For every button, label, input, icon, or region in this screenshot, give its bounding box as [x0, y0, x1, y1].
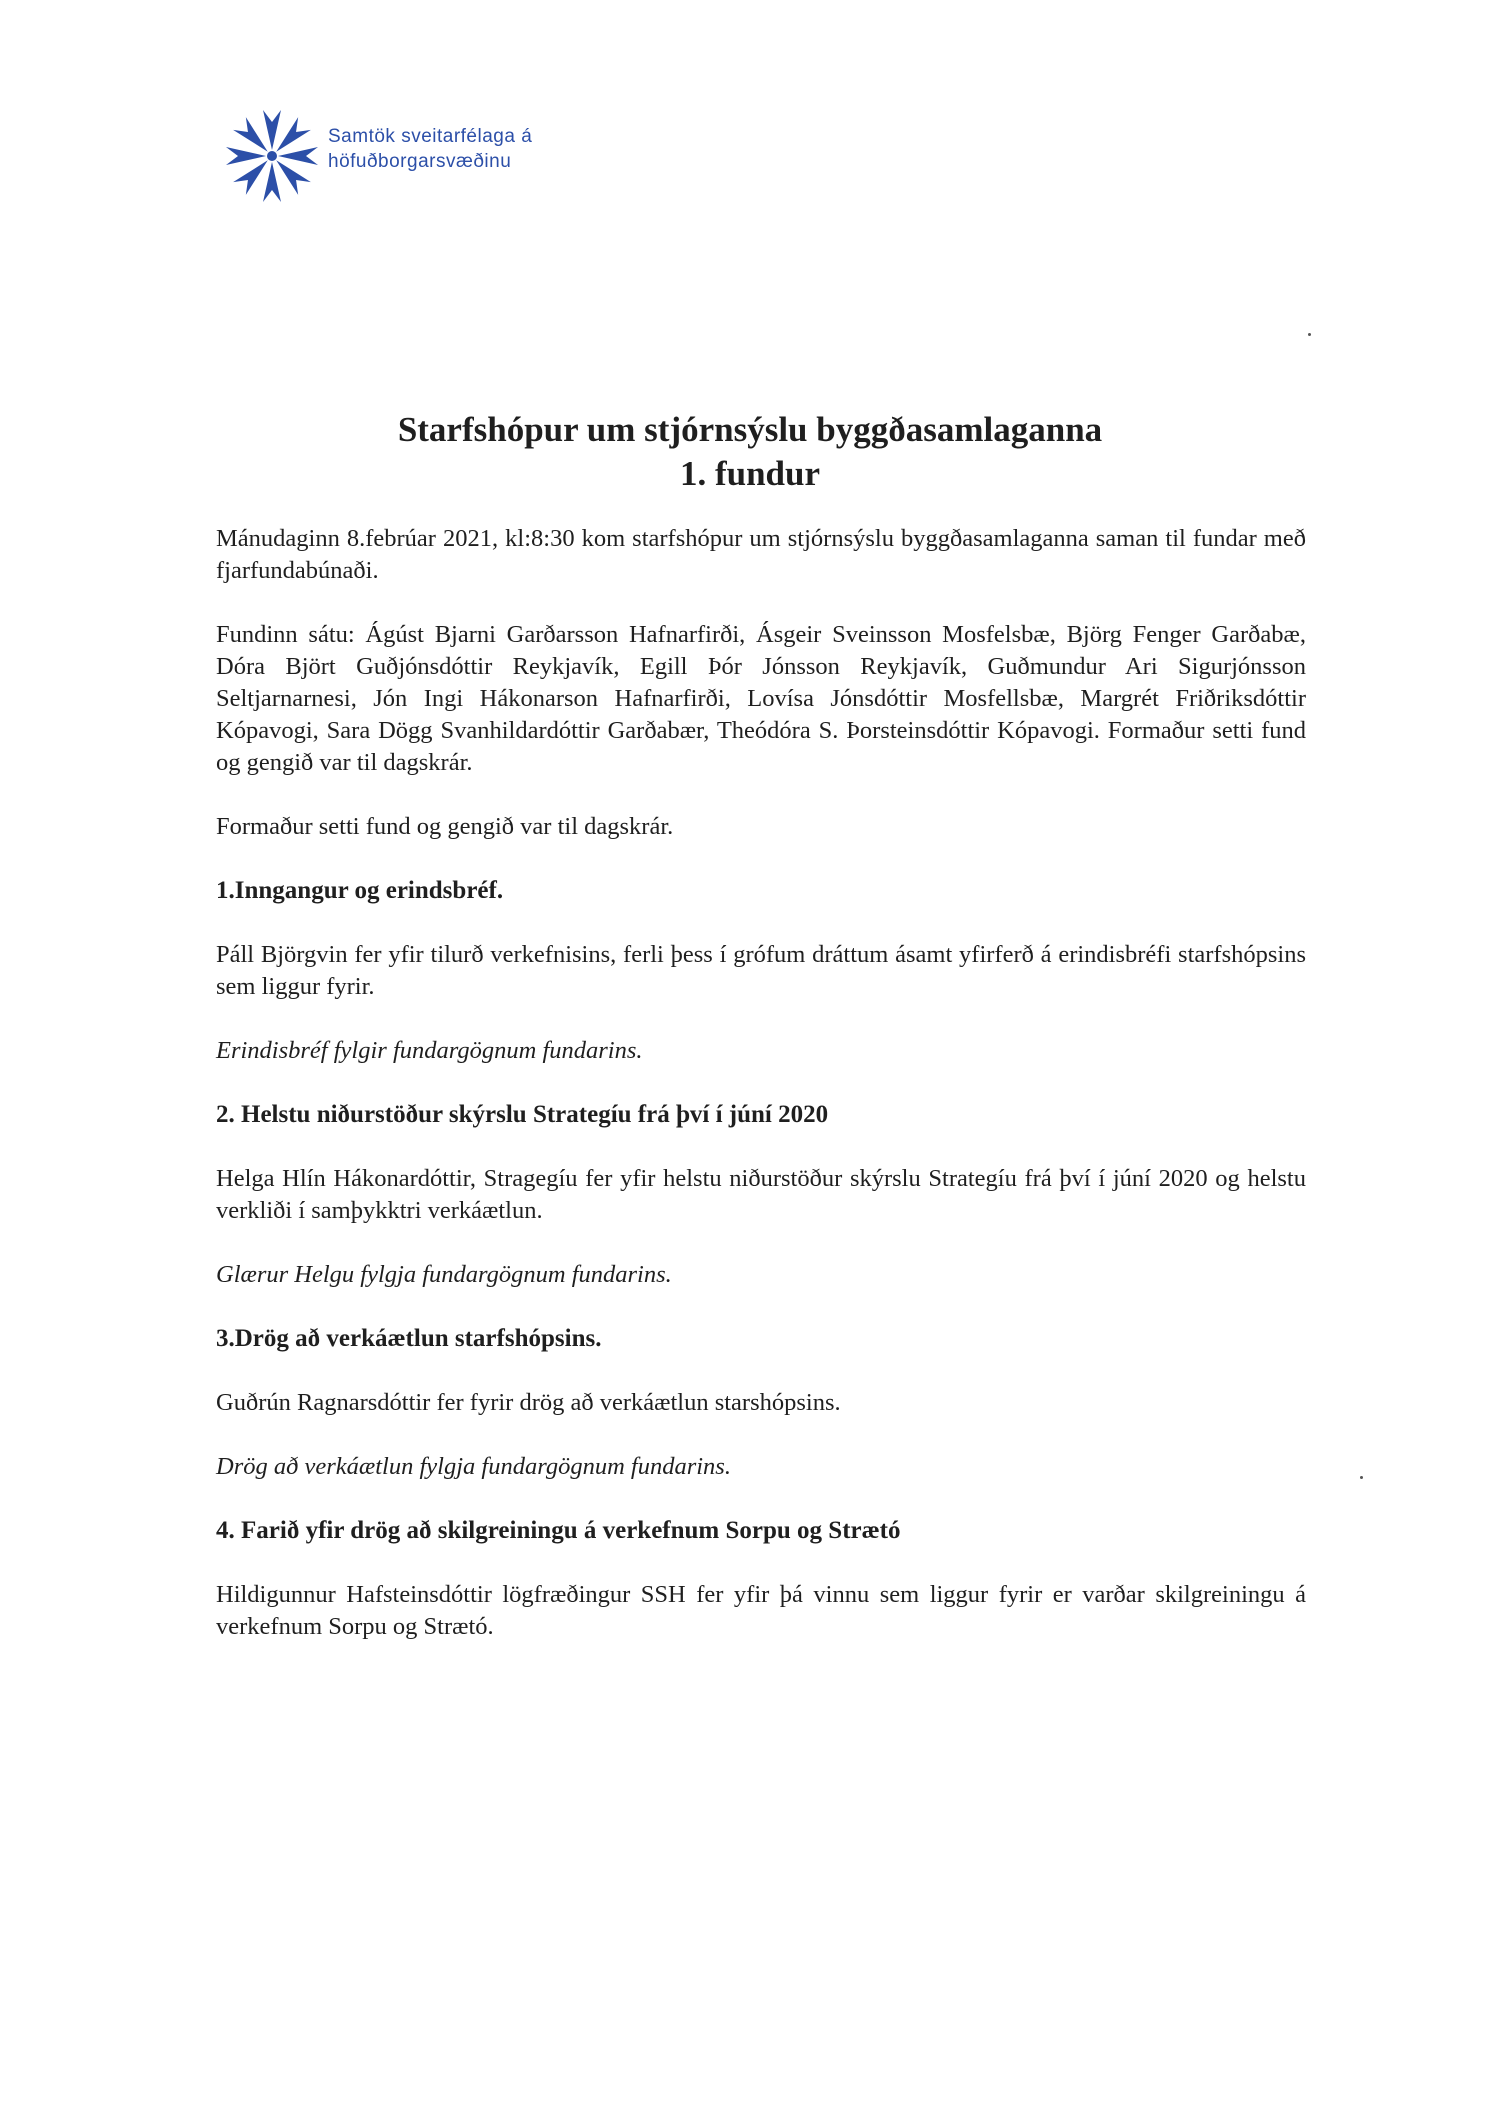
organization-name: [328, 124, 532, 174]
document-title: [0, 408, 1500, 496]
agenda-note-1: Erindisbréf fylgir fundargögnum fundarins.: [216, 1037, 643, 1064]
agenda-note-3: Drög að verkáætlun fylgja fundargögnum fundarins.: [216, 1453, 731, 1480]
minutes-body: [216, 523, 1306, 1675]
scan-speck: [1360, 1476, 1363, 1479]
attendees-paragraph: Fundinn sátu: Ágúst Bjarni Garðarsson Hafnarfirði, Ásgeir Sveinsson Mosfelsbæ, Björg Fenger Garðabæ, Dóra Björt Guðjónsdóttir Reykjavík, Egill Þór Jónsson Reykjavík, Guðmundur Ari Sigurjónsson Seltjarnarnesi, Jón Ingi Hákonarson Hafnarfirði, Lovísa Jónsdóttir Mosfellsbæ, Margrét Friðriksdóttir Kópavogi, Sara Dögg Svanhildardóttir Garðabær, Theódóra S. Þorsteinsdóttir Kópavogi. Formaður setti fund og gengið var til dagskrár.: [216, 621, 1306, 776]
opening-paragraph: Formaður setti fund og gengið var til dagskrár.: [216, 813, 674, 840]
title-line-1: Starfshópur um stjórnsýslu byggðasamlaganna: [397, 410, 1103, 449]
agenda-heading-4: 4. Farið yfir drög að skilgreiningu á verkefnum Sorpu og Strætó: [216, 1517, 901, 1544]
org-name-line-2: höfuðborgarsvæðinu: [328, 151, 512, 172]
title-line-2: 1. fundur: [679, 454, 821, 493]
snowflake-logo-icon: [222, 104, 322, 208]
agenda-heading-2: 2. Helstu niðurstöður skýrslu Strategíu frá því í júní 2020: [216, 1101, 829, 1128]
agenda-body-1: Páll Björgvin fer yfir tilurð verkefnisins, ferli þess í grófum dráttum ásamt yfirferð á erindisbréfi starfshópsins sem liggur fyrir.: [216, 941, 1306, 1000]
intro-paragraph: Mánudaginn 8.febrúar 2021, kl:8:30 kom starfshópur um stjórnsýslu byggðasamlaganna saman til fundar með fjarfundabúnaði.: [216, 525, 1306, 584]
organization-logo: [222, 104, 582, 208]
agenda-heading-1: 1.Inngangur og erindsbréf.: [216, 877, 504, 904]
agenda-note-2: Glærur Helgu fylgja fundargögnum fundarins.: [216, 1261, 672, 1288]
agenda-body-2: Helga Hlín Hákonardóttir, Stragegíu fer yfir helstu niðurstöður skýrslu Strategíu frá því í júní 2020 og helstu verkliði í samþykktri verkáætlun.: [216, 1165, 1306, 1224]
agenda-heading-3: 3.Drög að verkáætlun starfshópsins.: [216, 1325, 602, 1352]
agenda-body-4: Hildigunnur Hafsteinsdóttir lögfræðingur SSH fer yfir þá vinnu sem liggur fyrir er varðar skilgreiningu á verkefnum Sorpu og Strætó.: [216, 1581, 1306, 1640]
scan-speck: [1308, 333, 1311, 336]
org-name-line-1: Samtök sveitarfélaga á: [328, 126, 533, 147]
agenda-body-3: Guðrún Ragnarsdóttir fer fyrir drög að verkáætlun starshópsins.: [216, 1389, 841, 1416]
